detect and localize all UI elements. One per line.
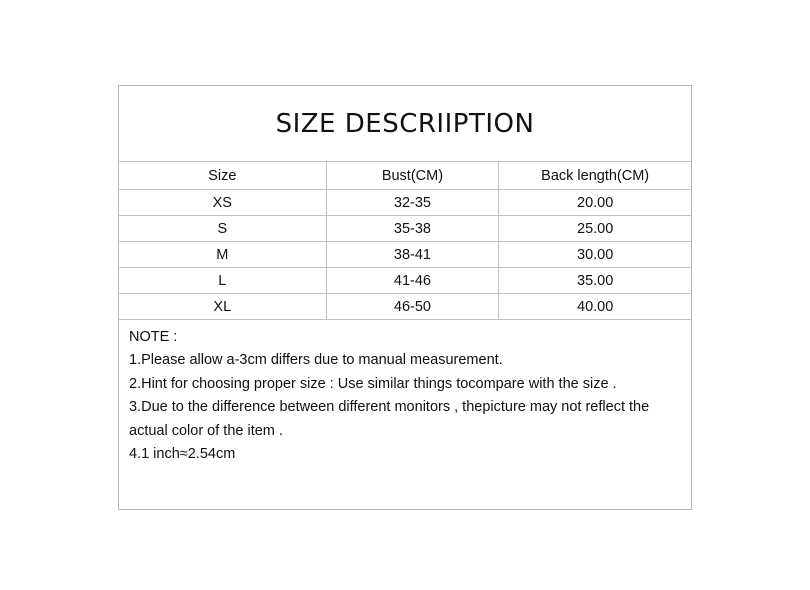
size-table bbox=[119, 161, 691, 320]
table-header-row bbox=[119, 162, 691, 190]
column-header-size: Size bbox=[119, 162, 326, 190]
note-line-1: 1.Please allow a-3cm differs due to manual measurement. bbox=[129, 352, 503, 369]
note-line-4: 4.1 inch≈2.54cm bbox=[129, 446, 236, 463]
cell-size: L bbox=[119, 268, 326, 294]
size-chart-card bbox=[118, 85, 692, 510]
cell-back-length: 40.00 bbox=[499, 294, 691, 320]
cell-bust: 46-50 bbox=[326, 294, 499, 320]
table-row bbox=[119, 268, 691, 294]
column-header-bust: Bust(CM) bbox=[326, 162, 499, 190]
note-line-2: 2.Hint for choosing proper size : Use similar things tocompare with the size . bbox=[129, 375, 617, 392]
title-area bbox=[119, 86, 691, 161]
notes-section bbox=[119, 320, 691, 467]
table-row bbox=[119, 294, 691, 320]
table-row bbox=[119, 216, 691, 242]
page-title: SIZE DESCRIIPTION bbox=[275, 108, 535, 139]
note-line-3: 3.Due to the difference between different monitors , thepicture may not reflect the actual color of the item . bbox=[129, 399, 650, 439]
cell-size: XL bbox=[119, 294, 326, 320]
cell-bust: 41-46 bbox=[326, 268, 499, 294]
cell-back-length: 25.00 bbox=[499, 216, 691, 242]
cell-bust: 38-41 bbox=[326, 242, 499, 268]
notes-label: NOTE : bbox=[129, 329, 178, 345]
cell-size: M bbox=[119, 242, 326, 268]
cell-size: XS bbox=[119, 190, 326, 216]
cell-back-length: 35.00 bbox=[499, 268, 691, 294]
cell-back-length: 20.00 bbox=[499, 190, 691, 216]
cell-bust: 35-38 bbox=[326, 216, 499, 242]
column-header-back-length: Back length(CM) bbox=[499, 162, 691, 190]
table-row bbox=[119, 242, 691, 268]
table-row bbox=[119, 190, 691, 216]
cell-size: S bbox=[119, 216, 326, 242]
cell-back-length: 30.00 bbox=[499, 242, 691, 268]
cell-bust: 32-35 bbox=[326, 190, 499, 216]
